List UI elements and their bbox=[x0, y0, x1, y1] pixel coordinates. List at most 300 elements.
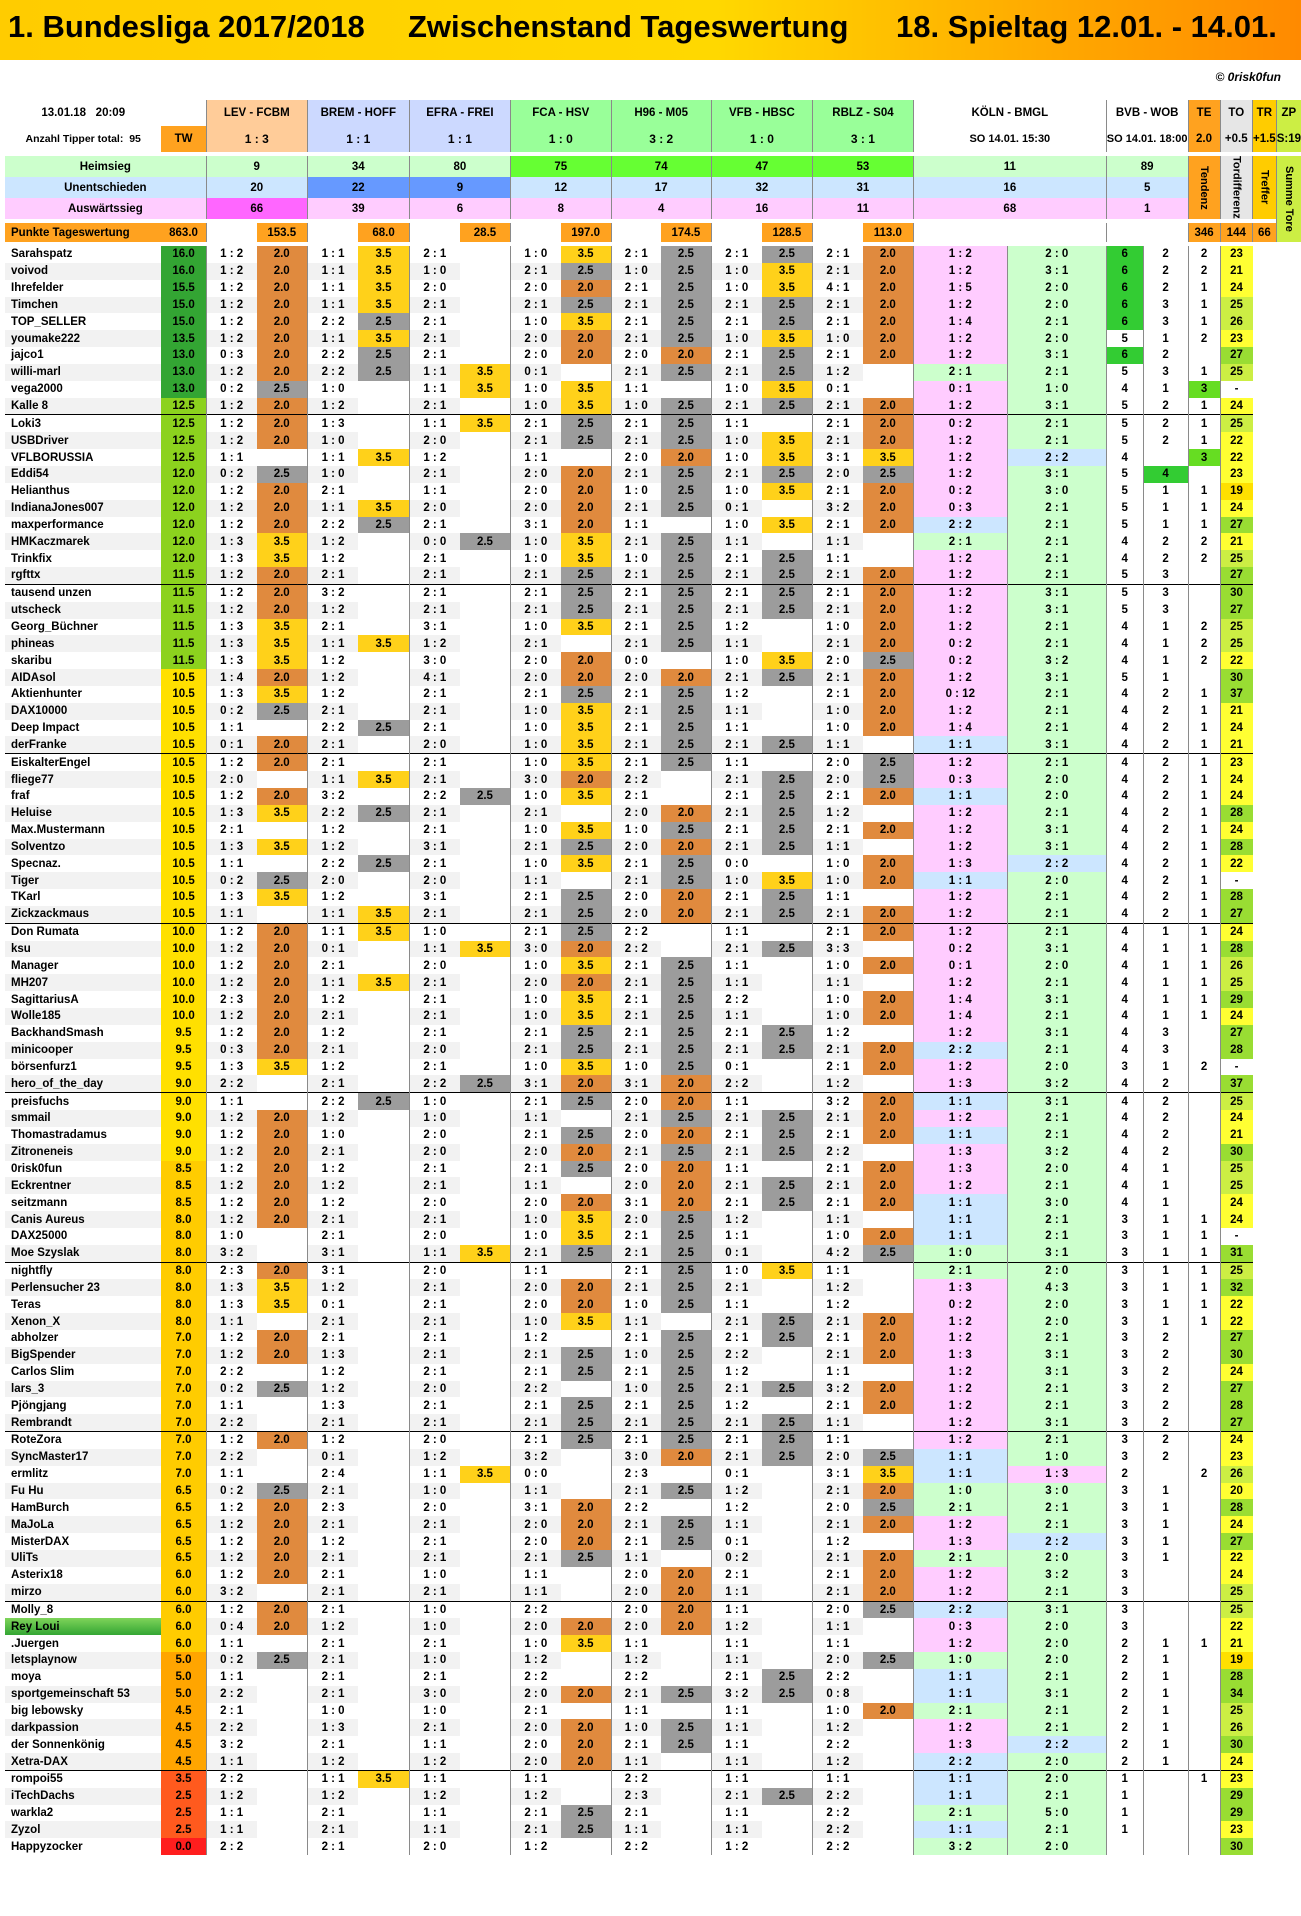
tip-score: 1 : 0 bbox=[409, 923, 460, 940]
points-te: 346 bbox=[1188, 223, 1220, 242]
player-tw: 7.0 bbox=[161, 1432, 206, 1449]
player-name: Wolle185 bbox=[5, 1008, 161, 1025]
tip-score: 2 : 1 bbox=[711, 567, 761, 584]
player-tr: 2 bbox=[1188, 635, 1220, 652]
tip-open-koeln: 1 : 2 bbox=[913, 1059, 1007, 1076]
tip-points bbox=[460, 246, 511, 263]
tip-score: 2 : 3 bbox=[206, 1262, 256, 1279]
tip-score: 1 : 0 bbox=[409, 1601, 460, 1618]
tip-points: 3.5 bbox=[762, 652, 813, 669]
tip-score: 0 : 1 bbox=[307, 941, 358, 958]
player-to: 1 bbox=[1143, 619, 1188, 636]
tip-score: 3 : 2 bbox=[206, 1736, 256, 1753]
match-result: 1 : 1 bbox=[409, 126, 510, 152]
tip-open-bvb: 2 : 0 bbox=[1007, 1313, 1106, 1330]
tip-points bbox=[257, 1669, 308, 1686]
tip-score: 1 : 2 bbox=[206, 432, 256, 449]
player-row bbox=[5, 1805, 1301, 1822]
tip-open-koeln: 1 : 2 bbox=[913, 822, 1007, 839]
tip-points bbox=[460, 1753, 511, 1770]
player-zp: 28 bbox=[1220, 941, 1252, 958]
tip-points bbox=[561, 1466, 611, 1483]
tip-points bbox=[460, 1364, 511, 1381]
player-tr: 3 bbox=[1188, 449, 1220, 466]
tip-score: 2 : 1 bbox=[611, 1483, 661, 1500]
tip-score: 1 : 1 bbox=[611, 1753, 661, 1770]
tip-score: 1 : 2 bbox=[206, 415, 256, 432]
tip-score: 1 : 1 bbox=[511, 1584, 561, 1601]
tip-score: 2 : 1 bbox=[409, 822, 460, 839]
player-tr bbox=[1188, 584, 1220, 601]
tip-score: 2 : 2 bbox=[206, 1414, 256, 1431]
tip-score: 2 : 1 bbox=[611, 1432, 661, 1449]
player-row bbox=[5, 1364, 1301, 1381]
tip-points bbox=[358, 822, 409, 839]
tip-score: 2 : 1 bbox=[813, 1042, 863, 1059]
player-name: Carlos Slim bbox=[5, 1364, 161, 1381]
tip-score: 1 : 2 bbox=[206, 1601, 256, 1618]
tip-score: 1 : 2 bbox=[409, 1788, 460, 1805]
player-tr: 2 bbox=[1188, 1059, 1220, 1076]
tip-score: 1 : 4 bbox=[206, 669, 256, 686]
tip-points: 2.5 bbox=[661, 313, 711, 330]
tip-points bbox=[561, 449, 611, 466]
dist-label: Auswärtssieg bbox=[5, 198, 206, 219]
player-tr bbox=[1188, 1533, 1220, 1550]
tip-points bbox=[358, 1211, 409, 1228]
tip-score: 2 : 1 bbox=[611, 1364, 661, 1381]
tip-points bbox=[460, 1161, 511, 1178]
stat-weight-to_val: +0.5 bbox=[1220, 126, 1252, 152]
player-name: 0risk0fun bbox=[5, 1161, 161, 1178]
tip-open-koeln: 2 : 2 bbox=[913, 1753, 1007, 1770]
tip-score: 2 : 2 bbox=[511, 1381, 561, 1398]
tip-open-koeln: 0 : 2 bbox=[913, 635, 1007, 652]
tip-score: 2 : 1 bbox=[307, 1516, 358, 1533]
tip-score: 2 : 2 bbox=[813, 1736, 863, 1753]
player-to: 2 bbox=[1143, 1364, 1188, 1381]
tip-score: 1 : 3 bbox=[206, 635, 256, 652]
tip-points: 2.0 bbox=[863, 1042, 914, 1059]
tip-score: 2 : 1 bbox=[307, 1313, 358, 1330]
player-zp: 27 bbox=[1220, 1025, 1252, 1042]
tip-score: 0 : 1 bbox=[511, 364, 561, 381]
tip-score: 1 : 1 bbox=[611, 1821, 661, 1838]
tip-score: 1 : 1 bbox=[307, 263, 358, 280]
tip-score: 1 : 1 bbox=[711, 1008, 761, 1025]
tip-points bbox=[358, 1516, 409, 1533]
tip-score: 2 : 1 bbox=[711, 313, 761, 330]
tip-score: 2 : 1 bbox=[611, 1279, 661, 1296]
tip-score: 2 : 1 bbox=[813, 1550, 863, 1567]
tip-score: 1 : 2 bbox=[813, 805, 863, 822]
player-to: 1 bbox=[1143, 1296, 1188, 1313]
player-tr: 3 bbox=[1188, 381, 1220, 398]
player-zp: 24 bbox=[1220, 398, 1252, 415]
player-row bbox=[5, 991, 1301, 1008]
player-name: Deep Impact bbox=[5, 720, 161, 737]
tip-points bbox=[358, 889, 409, 906]
player-to bbox=[1143, 449, 1188, 466]
tip-score: 1 : 1 bbox=[409, 1245, 460, 1262]
player-tr bbox=[1188, 1364, 1220, 1381]
tip-points bbox=[358, 1347, 409, 1364]
player-name: MH207 bbox=[5, 974, 161, 991]
player-tw: 3.5 bbox=[161, 1770, 206, 1787]
player-row bbox=[5, 1652, 1301, 1669]
tip-points bbox=[762, 1770, 813, 1787]
tip-points: 2.5 bbox=[762, 1449, 813, 1466]
tip-points bbox=[661, 517, 711, 534]
player-tr: 1 bbox=[1188, 703, 1220, 720]
player-zp: 21 bbox=[1220, 1127, 1252, 1144]
stat-head-te: TE bbox=[1188, 100, 1220, 126]
player-tw: 6.0 bbox=[161, 1567, 206, 1584]
player-tw: 9.5 bbox=[161, 1025, 206, 1042]
tip-points: 2.0 bbox=[257, 754, 308, 771]
tip-score: 1 : 1 bbox=[409, 1805, 460, 1822]
tip-points bbox=[460, 1381, 511, 1398]
tip-points: 2.0 bbox=[863, 517, 914, 534]
tip-score: 2 : 1 bbox=[813, 1110, 863, 1127]
player-zp: 28 bbox=[1220, 1499, 1252, 1516]
tip-points: 2.5 bbox=[561, 297, 611, 314]
player-te: 6 bbox=[1106, 313, 1143, 330]
player-te: 4 bbox=[1106, 805, 1143, 822]
tip-points bbox=[358, 1194, 409, 1211]
tip-score: 1 : 1 bbox=[711, 1601, 761, 1618]
tip-open-bvb: 3 : 1 bbox=[1007, 736, 1106, 753]
tip-points: 2.5 bbox=[661, 1059, 711, 1076]
player-row bbox=[5, 1567, 1301, 1584]
tip-score: 1 : 1 bbox=[813, 889, 863, 906]
tip-score: 1 : 0 bbox=[611, 1719, 661, 1736]
tip-score: 1 : 2 bbox=[206, 788, 256, 805]
tip-points: 2.0 bbox=[863, 500, 914, 517]
tip-open-koeln: 1 : 1 bbox=[913, 1686, 1007, 1703]
player-to bbox=[1143, 1838, 1188, 1855]
tip-points: 2.0 bbox=[257, 313, 308, 330]
tip-score: 1 : 2 bbox=[206, 1127, 256, 1144]
tip-points: 2.5 bbox=[762, 1432, 813, 1449]
tip-points: 2.0 bbox=[257, 364, 308, 381]
player-row bbox=[5, 754, 1301, 771]
tip-points bbox=[358, 1499, 409, 1516]
player-row bbox=[5, 246, 1301, 263]
player-tw: 10.5 bbox=[161, 872, 206, 889]
tip-score: 1 : 0 bbox=[511, 246, 561, 263]
tip-score: 2 : 1 bbox=[307, 1601, 358, 1618]
player-row bbox=[5, 1127, 1301, 1144]
tip-score: 1 : 1 bbox=[711, 635, 761, 652]
dist-value: 53 bbox=[813, 156, 914, 177]
tip-score: 2 : 1 bbox=[409, 754, 460, 771]
tip-points: 3.5 bbox=[358, 263, 409, 280]
player-name: skaribu bbox=[5, 652, 161, 669]
tip-open-koeln: 1 : 2 bbox=[913, 432, 1007, 449]
tip-score: 2 : 0 bbox=[409, 1262, 460, 1279]
tip-open-koeln: 1 : 3 bbox=[913, 1533, 1007, 1550]
stat-head-zp: ZP bbox=[1276, 100, 1301, 126]
tip-score: 3 : 1 bbox=[611, 1194, 661, 1211]
player-zp: 25 bbox=[1220, 1703, 1252, 1720]
tip-score: 2 : 1 bbox=[611, 567, 661, 584]
tip-open-bvb: 3 : 1 bbox=[1007, 669, 1106, 686]
tip-score: 2 : 0 bbox=[409, 1381, 460, 1398]
tip-score: 2 : 1 bbox=[409, 1279, 460, 1296]
match-name: LEV - FCBM bbox=[206, 100, 307, 126]
tip-open-koeln: 1 : 1 bbox=[913, 736, 1007, 753]
player-name: HamBurch bbox=[5, 1499, 161, 1516]
tip-score: 1 : 3 bbox=[206, 1279, 256, 1296]
tip-score: 1 : 2 bbox=[206, 1194, 256, 1211]
tip-points: 2.0 bbox=[561, 517, 611, 534]
tip-open-koeln: 1 : 2 bbox=[913, 1432, 1007, 1449]
tip-score: 0 : 3 bbox=[206, 347, 256, 364]
tip-points bbox=[561, 1601, 611, 1618]
tip-points bbox=[762, 619, 813, 636]
player-row bbox=[5, 466, 1301, 483]
tip-score: 1 : 0 bbox=[813, 720, 863, 737]
tip-points: 2.0 bbox=[863, 1703, 914, 1720]
player-row bbox=[5, 736, 1301, 753]
tip-points bbox=[358, 1584, 409, 1601]
tip-points bbox=[661, 1499, 711, 1516]
tip-score: 2 : 1 bbox=[611, 602, 661, 619]
tip-score: 2 : 1 bbox=[711, 1313, 761, 1330]
tip-points: 2.0 bbox=[257, 398, 308, 415]
player-zp: - bbox=[1220, 381, 1252, 398]
player-te: 4 bbox=[1106, 619, 1143, 636]
player-tw: 15.5 bbox=[161, 280, 206, 297]
tip-score: 2 : 0 bbox=[611, 669, 661, 686]
tip-points: 2.0 bbox=[561, 1516, 611, 1533]
tip-score: 0 : 2 bbox=[206, 872, 256, 889]
player-name: Pjöngjang bbox=[5, 1397, 161, 1414]
tip-score: 1 : 2 bbox=[206, 297, 256, 314]
player-zp: 25 bbox=[1220, 415, 1252, 432]
tip-points: 2.5 bbox=[762, 347, 813, 364]
tip-points: 2.5 bbox=[762, 1042, 813, 1059]
tip-score: 2 : 1 bbox=[711, 788, 761, 805]
matchday-title: 18. Spieltag 12.01. - 14.01. bbox=[896, 9, 1277, 44]
tip-score: 2 : 0 bbox=[511, 652, 561, 669]
tip-points bbox=[460, 619, 511, 636]
player-zp: 25 bbox=[1220, 1601, 1252, 1618]
tip-score: 1 : 1 bbox=[611, 1703, 661, 1720]
tip-open-koeln: 1 : 1 bbox=[913, 1194, 1007, 1211]
player-tw: 9.5 bbox=[161, 1059, 206, 1076]
player-name: utscheck bbox=[5, 602, 161, 619]
tip-score: 2 : 0 bbox=[511, 1686, 561, 1703]
tip-points bbox=[358, 1736, 409, 1753]
tip-points: 2.0 bbox=[863, 923, 914, 940]
tip-score: 2 : 1 bbox=[611, 686, 661, 703]
player-te: 5 bbox=[1106, 483, 1143, 500]
tip-score: 3 : 2 bbox=[307, 584, 358, 601]
player-tr bbox=[1188, 1703, 1220, 1720]
tip-points bbox=[762, 923, 813, 940]
tip-points bbox=[460, 1516, 511, 1533]
player-name: Canis Aureus bbox=[5, 1211, 161, 1228]
tip-points: 2.5 bbox=[762, 297, 813, 314]
player-te: 3 bbox=[1106, 1414, 1143, 1431]
player-name: Kalle 8 bbox=[5, 398, 161, 415]
tip-points bbox=[358, 1601, 409, 1618]
player-row bbox=[5, 805, 1301, 822]
match-name: EFRA - FREI bbox=[409, 100, 510, 126]
tip-points: 2.5 bbox=[358, 720, 409, 737]
player-row bbox=[5, 822, 1301, 839]
tip-score: 2 : 1 bbox=[409, 703, 460, 720]
tip-score: 1 : 1 bbox=[711, 754, 761, 771]
player-tw: 12.5 bbox=[161, 432, 206, 449]
tip-score: 2 : 1 bbox=[511, 432, 561, 449]
tip-points: 2.5 bbox=[661, 703, 711, 720]
tip-points bbox=[661, 788, 711, 805]
player-to: 3 bbox=[1143, 1042, 1188, 1059]
tip-score: 3 : 2 bbox=[511, 1449, 561, 1466]
player-tw: 9.0 bbox=[161, 1093, 206, 1110]
tip-score: 1 : 0 bbox=[511, 381, 561, 398]
tip-score: 2 : 1 bbox=[409, 398, 460, 415]
tip-points: 3.5 bbox=[561, 1211, 611, 1228]
tip-points bbox=[762, 1719, 813, 1736]
tip-points: 2.0 bbox=[257, 1262, 308, 1279]
tip-points bbox=[661, 941, 711, 958]
tip-score: 1 : 2 bbox=[206, 280, 256, 297]
player-name: Solventzo bbox=[5, 839, 161, 856]
tip-points bbox=[561, 1449, 611, 1466]
dist-value: 5 bbox=[1106, 177, 1188, 198]
tip-score: 2 : 0 bbox=[611, 906, 661, 923]
tip-points bbox=[460, 483, 511, 500]
tip-points bbox=[460, 652, 511, 669]
player-tr: 2 bbox=[1188, 263, 1220, 280]
player-name: darkpassion bbox=[5, 1719, 161, 1736]
tip-score: 1 : 1 bbox=[307, 974, 358, 991]
player-tw: 8.0 bbox=[161, 1313, 206, 1330]
tip-score: 1 : 2 bbox=[206, 602, 256, 619]
tip-score: 2 : 1 bbox=[611, 364, 661, 381]
player-te: 4 bbox=[1106, 754, 1143, 771]
tip-points: 3.5 bbox=[561, 619, 611, 636]
tip-points: 2.0 bbox=[863, 1550, 914, 1567]
tip-points: 2.5 bbox=[762, 1025, 813, 1042]
tip-score: 1 : 1 bbox=[511, 1567, 561, 1584]
tip-score: 4 : 1 bbox=[409, 669, 460, 686]
tip-score: 1 : 1 bbox=[711, 1736, 761, 1753]
tip-points: 3.5 bbox=[358, 923, 409, 940]
tip-open-bvb: 3 : 2 bbox=[1007, 1567, 1106, 1584]
tip-score: 1 : 3 bbox=[206, 805, 256, 822]
tip-points: 2.0 bbox=[661, 1449, 711, 1466]
tip-score: 1 : 2 bbox=[206, 330, 256, 347]
tip-score: 2 : 1 bbox=[711, 550, 761, 567]
player-tw: 8.0 bbox=[161, 1228, 206, 1245]
tip-score: 2 : 1 bbox=[813, 635, 863, 652]
tip-score: 3 : 2 bbox=[813, 1093, 863, 1110]
player-row bbox=[5, 313, 1301, 330]
player-to: 4 bbox=[1143, 466, 1188, 483]
tip-points bbox=[460, 550, 511, 567]
tip-points bbox=[358, 957, 409, 974]
player-te: 3 bbox=[1106, 1279, 1143, 1296]
tip-points bbox=[358, 872, 409, 889]
player-tw: 9.0 bbox=[161, 1110, 206, 1127]
tip-points bbox=[762, 1516, 813, 1533]
tip-points: 2.5 bbox=[561, 906, 611, 923]
player-zp: 22 bbox=[1220, 432, 1252, 449]
tip-score: 1 : 0 bbox=[511, 788, 561, 805]
tip-points: 2.0 bbox=[863, 720, 914, 737]
tip-score: 2 : 3 bbox=[206, 991, 256, 1008]
player-row bbox=[5, 1059, 1301, 1076]
player-name: TKarl bbox=[5, 889, 161, 906]
tip-points: 2.5 bbox=[762, 1194, 813, 1211]
tip-score: 2 : 1 bbox=[611, 533, 661, 550]
player-te: 4 bbox=[1106, 1194, 1143, 1211]
tip-score: 2 : 3 bbox=[611, 1466, 661, 1483]
player-row bbox=[5, 669, 1301, 686]
tip-points bbox=[358, 1652, 409, 1669]
tip-points: 3.5 bbox=[257, 839, 308, 856]
player-te: 2 bbox=[1106, 1466, 1143, 1483]
tip-score: 1 : 3 bbox=[206, 619, 256, 636]
player-te: 3 bbox=[1106, 1397, 1143, 1414]
player-row bbox=[5, 330, 1301, 347]
player-tw: 12.5 bbox=[161, 449, 206, 466]
player-tr: 2 bbox=[1188, 330, 1220, 347]
tip-score: 2 : 1 bbox=[813, 669, 863, 686]
player-tw: 11.5 bbox=[161, 602, 206, 619]
tip-score: 1 : 0 bbox=[511, 736, 561, 753]
player-tr bbox=[1188, 1686, 1220, 1703]
tip-points bbox=[460, 771, 511, 788]
player-tw: 8.0 bbox=[161, 1211, 206, 1228]
tip-score: 2 : 1 bbox=[711, 906, 761, 923]
tip-points: 2.5 bbox=[661, 957, 711, 974]
tip-score: 1 : 0 bbox=[711, 517, 761, 534]
tip-score: 3 : 1 bbox=[307, 1262, 358, 1279]
player-tr bbox=[1188, 347, 1220, 364]
player-row bbox=[5, 1601, 1301, 1618]
tip-score: 0 : 1 bbox=[307, 1449, 358, 1466]
tip-score: 1 : 1 bbox=[307, 280, 358, 297]
dist-value: 68 bbox=[913, 198, 1106, 219]
tip-score: 1 : 1 bbox=[307, 635, 358, 652]
tip-points: 2.0 bbox=[661, 839, 711, 856]
tip-score: 1 : 2 bbox=[307, 533, 358, 550]
tip-points bbox=[460, 1703, 511, 1720]
tip-score: 2 : 1 bbox=[813, 788, 863, 805]
tip-score: 1 : 2 bbox=[307, 1364, 358, 1381]
player-te: 5 bbox=[1106, 415, 1143, 432]
tip-points: 2.0 bbox=[257, 1177, 308, 1194]
tip-score: 2 : 1 bbox=[409, 297, 460, 314]
tip-points: 2.5 bbox=[762, 1177, 813, 1194]
player-zp: 27 bbox=[1220, 517, 1252, 534]
tip-points: 2.0 bbox=[863, 1584, 914, 1601]
tip-points: 2.5 bbox=[661, 991, 711, 1008]
tip-score: 2 : 1 bbox=[307, 1736, 358, 1753]
tip-points: 2.0 bbox=[561, 1194, 611, 1211]
tip-score: 1 : 1 bbox=[711, 703, 761, 720]
tip-points: 2.0 bbox=[257, 1211, 308, 1228]
tip-points bbox=[257, 1703, 308, 1720]
player-tw: 9.0 bbox=[161, 1127, 206, 1144]
tip-points bbox=[561, 1262, 611, 1279]
